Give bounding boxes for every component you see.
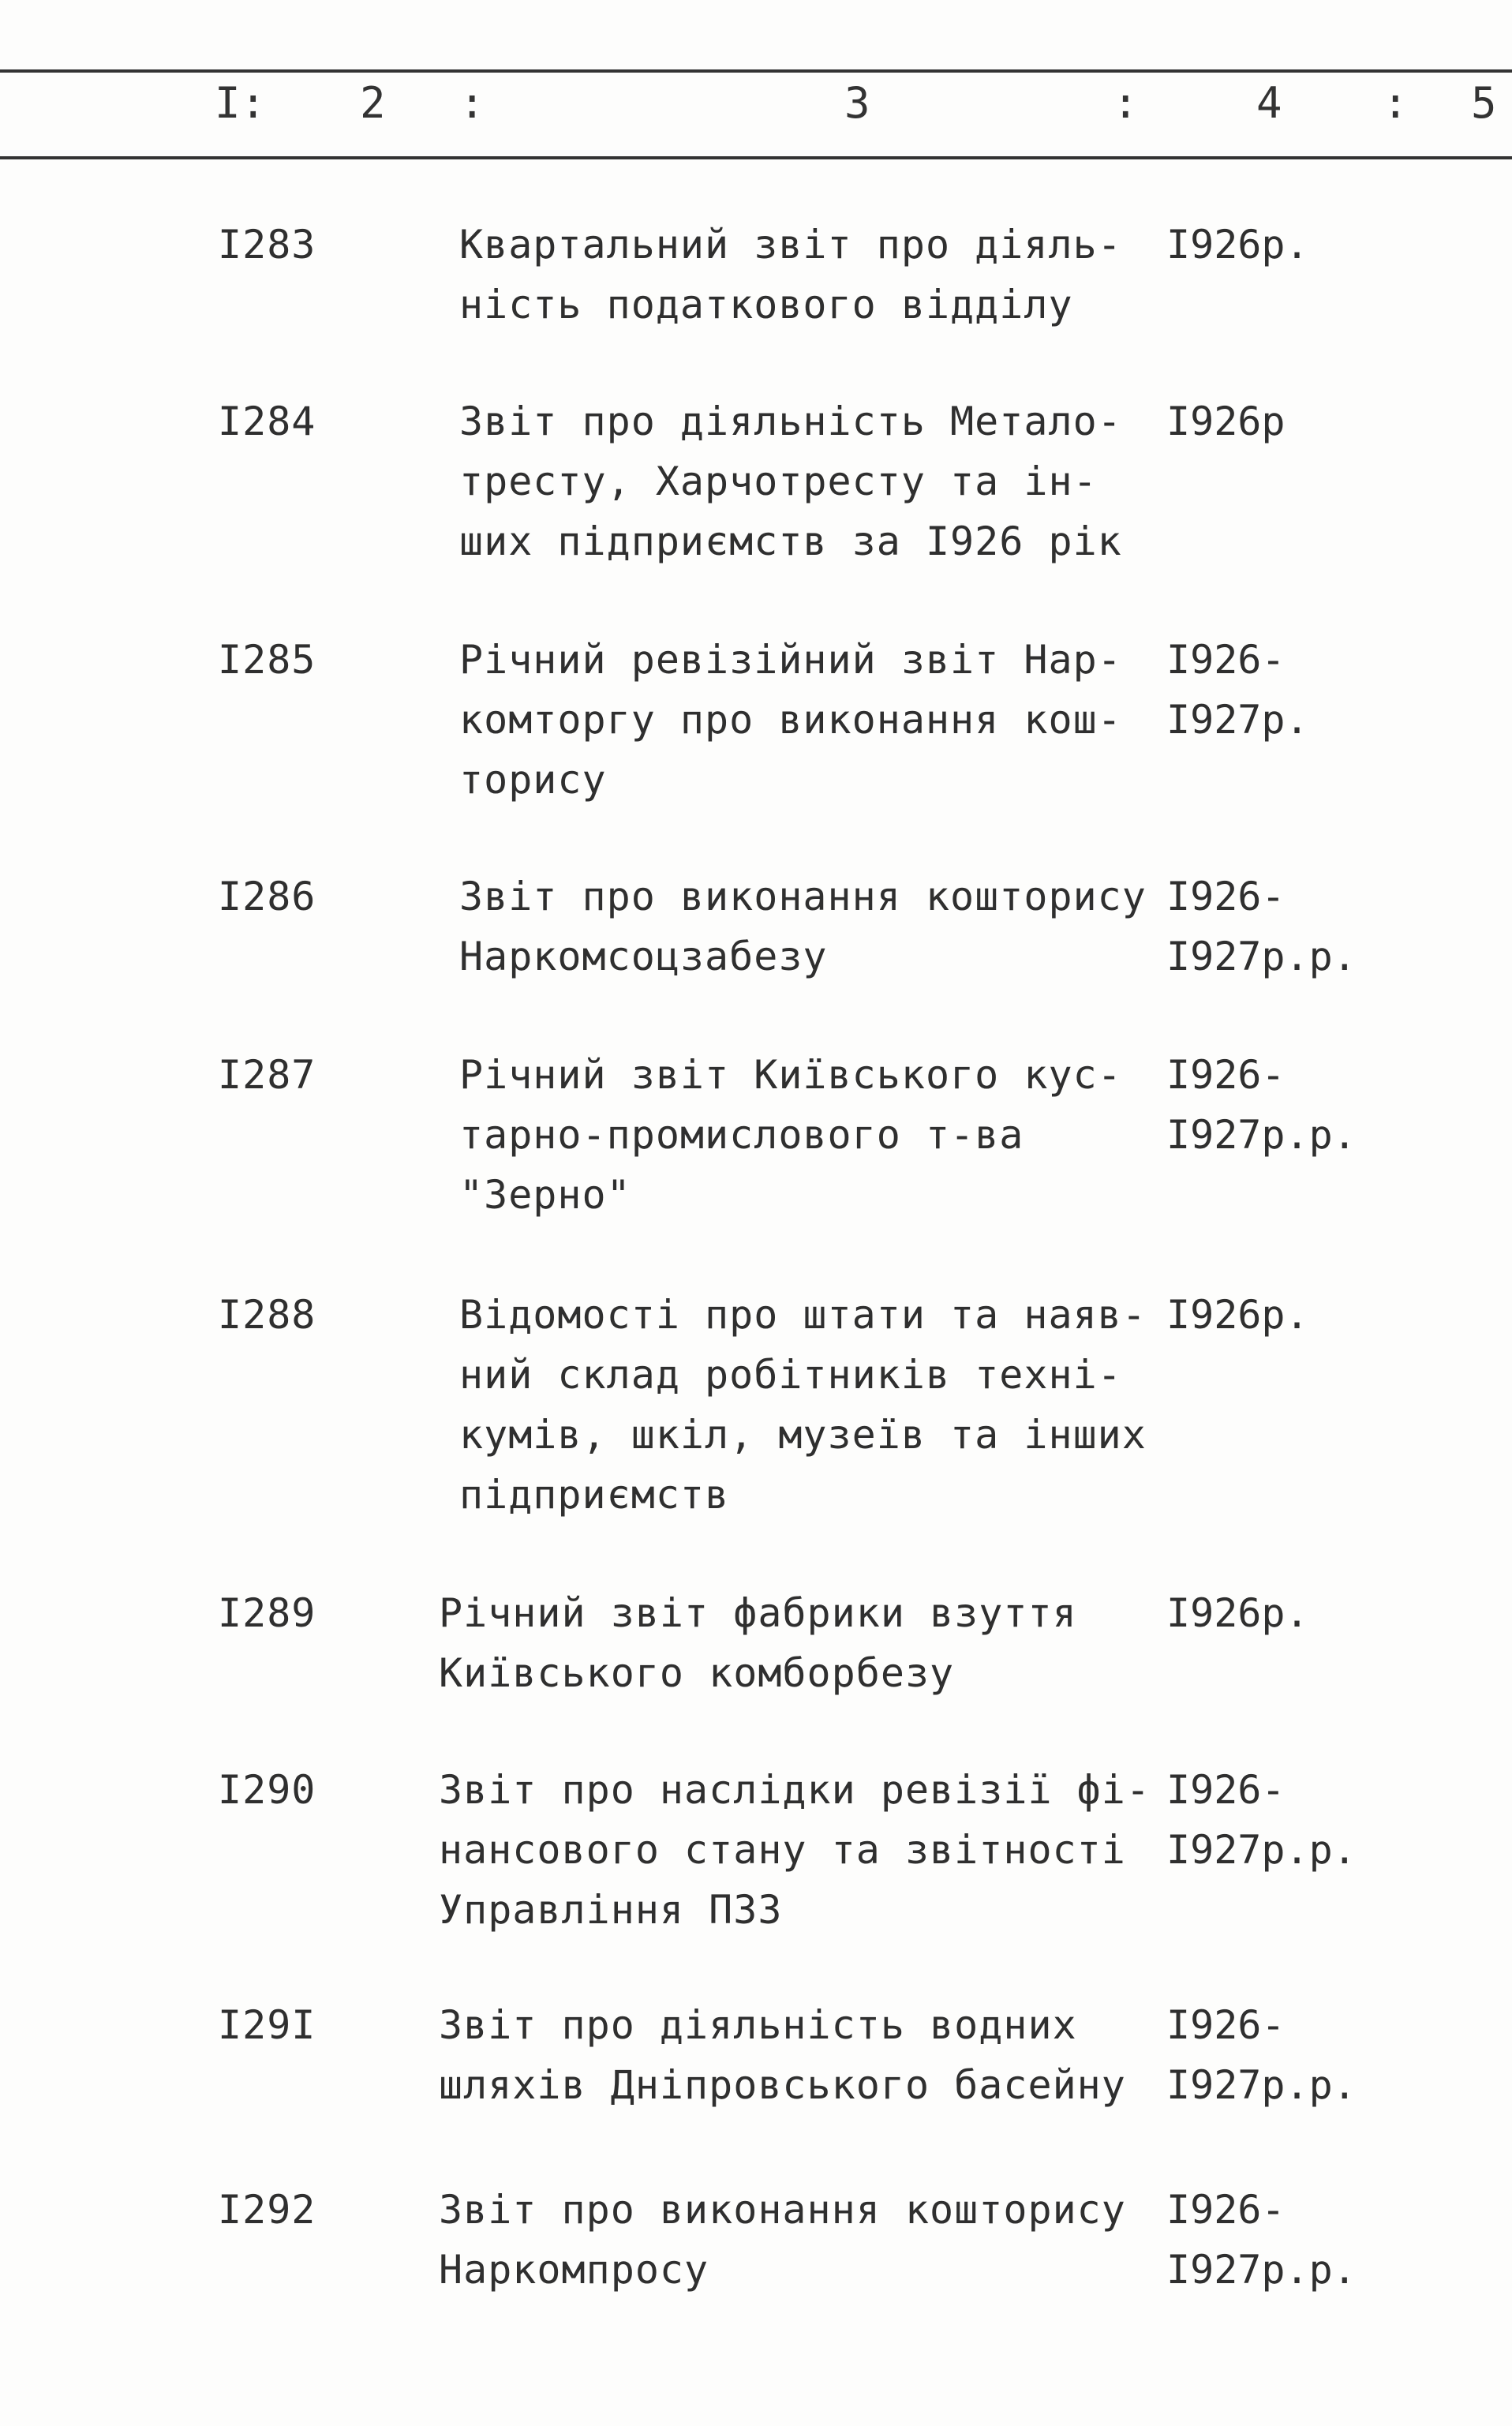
entry-date [1166,1285,1309,1345]
entry-date-line: I926р [1166,399,1286,444]
entry-date-line: I927р.р. [1166,2247,1357,2293]
entry-title [439,1995,1149,2115]
entry-title-line: комторгу про виконання кош- [459,697,1122,743]
entry-date-line: I926- [1166,1767,1286,1813]
entry-number: I286 [218,874,316,919]
entry-number: I29I [218,2002,316,2048]
entry-date-line: I926р. [1166,222,1309,268]
entry-date-line: I926- [1166,2002,1286,2048]
entry-title-line: ний склад робітників техні- [459,1352,1122,1398]
entry-date-line: I926р. [1166,1292,1309,1338]
entry-date [1166,215,1309,275]
entry-title [459,630,1170,810]
entry-title-line: Наркомпросу [439,2247,709,2293]
entry-title-line: підприємств [459,1472,730,1518]
entry-date [1166,1995,1357,2115]
entry-date [1166,1760,1357,1880]
entry-date-line: I927р.р. [1166,2062,1357,2108]
header-top-rule [0,69,1512,73]
entry-date [1166,1045,1357,1165]
entry-title-line: ших підприємств за I926 рік [459,519,1122,564]
entry-title-line: Звіт про виконання кошторису [459,874,1147,919]
entry-title-line: шляхів Дніпровського басейну [439,2062,1126,2108]
entry-number: I283 [218,222,316,268]
header-separator-2: : [1113,78,1139,128]
entry-number: I290 [218,1767,316,1813]
entry-number: I287 [218,1052,316,1098]
entry-title [439,2180,1149,2300]
entry-date [1166,391,1286,451]
entry-date-line: I926р. [1166,1590,1309,1636]
entry-date [1166,630,1309,750]
entry-date [1166,2180,1357,2300]
entry-date-line: I927р. [1166,697,1309,743]
header-col-3: 3 [844,78,870,128]
entry-title-line: Річний звіт фабрики взуття [439,1590,1077,1636]
entry-date-line: I926- [1166,874,1286,919]
entry-date-line: I927р.р. [1166,934,1357,979]
entry-number: I285 [218,637,316,683]
entry-title-line: торису [459,757,607,803]
header-col-4: 4 [1256,78,1282,128]
entry-title-line: ність податкового відділу [459,282,1073,328]
entry-date [1166,1583,1309,1643]
entry-title-line: Відомості про штати та наяв- [459,1292,1147,1338]
entry-title [439,1760,1149,1940]
entry-title-line: Звіт про наслідки ревізії фі- [439,1767,1151,1813]
entry-date [1166,867,1357,986]
entry-title-line: Річний звіт Київського кус- [459,1052,1122,1098]
entry-title-line: Звіт про діяльність водних [439,2002,1077,2048]
entry-title-line: Квартальний звіт про діяль- [459,222,1122,268]
entry-title-line: кумів, шкіл, музеїв та інших [459,1412,1147,1458]
entry-date-line: I926- [1166,637,1286,683]
entry-date-line: I926- [1166,2187,1286,2233]
entry-date-line: I927р.р. [1166,1827,1357,1873]
entry-number: I289 [218,1590,316,1636]
header-separator-1: : [459,78,485,128]
header-separator-3: : [1383,78,1409,128]
entry-title-line: "Зерно" [459,1172,631,1218]
header-col-1: I: [215,78,267,128]
entry-title-line: Звіт про виконання кошторису [439,2187,1126,2233]
entry-number: I288 [218,1292,316,1338]
header-col-2: 2 [360,78,386,128]
entry-date-line: I927р.р. [1166,1112,1357,1158]
entry-number: I292 [218,2187,316,2233]
entry-title [459,1045,1170,1225]
entry-title [459,215,1170,335]
entry-title-line: тресту, Харчотресту та ін- [459,459,1098,504]
entry-title-line: Управління ПЗЗ [439,1887,783,1933]
entry-number: I284 [218,399,316,444]
entry-title [439,1583,1149,1703]
header-bottom-rule [0,156,1512,159]
entry-title-line: нансового стану та звітності [439,1827,1126,1873]
entry-date-line: I926- [1166,1052,1286,1098]
entry-title-line: Наркомсоцзабезу [459,934,828,979]
entry-title-line: Звіт про діяльність Метало- [459,399,1122,444]
header-col-5: 5 [1471,78,1497,128]
entry-title [459,1285,1170,1525]
entry-title [459,391,1170,571]
entry-title-line: тарно-промислового т-ва [459,1112,1024,1158]
entry-title [459,867,1170,986]
entry-title-line: Річний ревізійний звіт Нар- [459,637,1122,683]
entry-title-line: Київського комборбезу [439,1650,955,1696]
